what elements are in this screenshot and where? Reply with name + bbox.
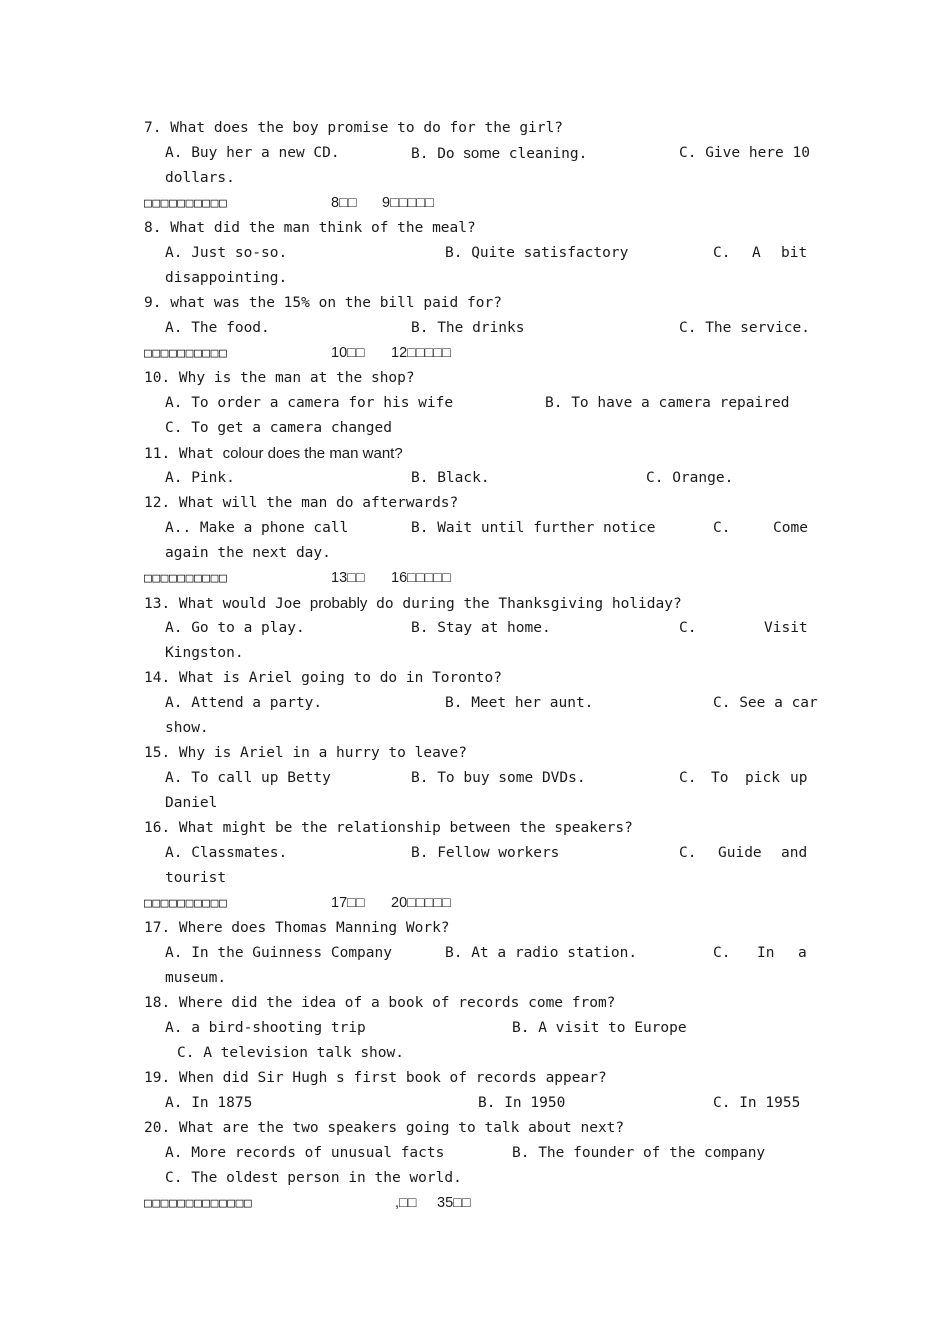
option-a: A. The food. (165, 320, 270, 336)
question-14-options-cont (0, 716, 950, 741)
option-c-label: C. (713, 245, 731, 261)
option-c: C. See a car (713, 695, 818, 711)
question-stem: 15. Why is Ariel in a hurry to leave? (144, 745, 468, 761)
option-b: B. Quite satisfactory (445, 245, 629, 261)
section-heading-num1: 8□□ (331, 195, 357, 211)
option-b: B. Meet her aunt. (445, 695, 594, 711)
section-heading (0, 341, 950, 366)
option-b: B. A visit to Europe (512, 1020, 687, 1036)
question-19-options (0, 1091, 950, 1116)
question-18-options-cont (0, 1041, 950, 1066)
option-c-label: C. (713, 945, 731, 961)
option-c-word: bit (781, 245, 808, 261)
question-16 (0, 816, 950, 841)
option-c-word: Come (773, 520, 808, 536)
option-c-word: Guide (718, 845, 762, 861)
question-15 (0, 741, 950, 766)
option-b: B. In 1950 (478, 1095, 566, 1111)
question-17 (0, 916, 950, 941)
question-stem: 18. Where did the idea of a book of records come from? (144, 995, 616, 1011)
option-b: B. The drinks (411, 320, 525, 336)
option-c-word: Visit (764, 620, 808, 636)
option-c: C. In 1955 (713, 1095, 801, 1111)
question-stem: 19. When did Sir Hugh s first book of records appear? (144, 1070, 607, 1086)
section-heading-num2: 12□□□□□ (391, 345, 451, 361)
question-19 (0, 1066, 950, 1091)
section-heading-text: □□□□□□□□□□ (144, 346, 228, 361)
part-heading (0, 1191, 950, 1216)
option-a: A. More records of unusual facts (165, 1145, 445, 1161)
option-c: C. The oldest person in the world. (165, 1170, 462, 1186)
option-c: C. Give here 10 (679, 145, 810, 161)
question-20-options-cont (0, 1166, 950, 1191)
question-11 (0, 441, 950, 466)
question-17-options-cont (0, 966, 950, 991)
option-b: B. At a radio station. (445, 945, 638, 961)
section-heading (0, 566, 950, 591)
part-heading-mid: ,□□ (395, 1195, 417, 1211)
option-c-continued: show. (165, 720, 209, 736)
option-c-label: C. (679, 620, 697, 636)
option-a: A. To order a camera for his wife (165, 395, 454, 411)
option-c: C. To get a camera changed (165, 420, 392, 436)
question-9 (0, 291, 950, 316)
question-17-options (0, 941, 950, 966)
section-heading-text: □□□□□□□□□□ (144, 196, 228, 211)
option-a: A. Just so-so. (165, 245, 288, 261)
option-a: A. Attend a party. (165, 695, 323, 711)
part-heading-num: 35□□ (437, 1195, 471, 1211)
section-heading-num2: 9□□□□□ (382, 195, 434, 211)
option-b: B. Do some cleaning. (411, 145, 588, 162)
option-c-continued: again the next day. (165, 545, 331, 561)
option-c-label: C. (679, 845, 697, 861)
option-a: A. a bird-shooting trip (165, 1020, 366, 1036)
question-9-options (0, 316, 950, 341)
question-stem: 20. What are the two speakers going to talk about next? (144, 1120, 625, 1136)
option-c-label: C. (713, 520, 731, 536)
section-heading-text: □□□□□□□□□□ (144, 571, 228, 586)
section-heading-num2: 20□□□□□ (391, 895, 451, 911)
question-8-options-cont (0, 266, 950, 291)
question-10 (0, 366, 950, 391)
option-c-continued: Daniel (165, 795, 218, 811)
question-stem: 11. What colour does the man want? (144, 445, 403, 462)
question-7 (0, 116, 950, 141)
option-b: B. Fellow workers (411, 845, 560, 861)
question-13-options (0, 616, 950, 641)
option-c-continued: tourist (165, 870, 227, 886)
question-12 (0, 491, 950, 516)
question-16-options (0, 841, 950, 866)
option-c-word: a (798, 945, 807, 961)
option-a: A. Classmates. (165, 845, 288, 861)
option-a: A. Go to a play. (165, 620, 305, 636)
option-c-label: C. (679, 770, 697, 786)
question-14 (0, 666, 950, 691)
option-c-continued: museum. (165, 970, 227, 986)
question-15-options (0, 766, 950, 791)
option-a: A. Buy her a new CD. (165, 145, 340, 161)
option-b: B. Black. (411, 470, 490, 486)
section-heading (0, 191, 950, 216)
question-stem: 13. What would Joe probably do during the Thanksgiving holiday? (144, 595, 682, 612)
option-b: B. The founder of the company (512, 1145, 766, 1161)
section-heading-num1: 17□□ (331, 895, 365, 911)
question-16-options-cont (0, 866, 950, 891)
option-c-word: A (752, 245, 761, 261)
option-c-word: To (711, 770, 729, 786)
question-stem: 8. What did the man think of the meal? (144, 220, 476, 236)
section-heading-num1: 13□□ (331, 570, 365, 586)
question-stem: 10. Why is the man at the shop? (144, 370, 415, 386)
question-8 (0, 216, 950, 241)
section-heading-num2: 16□□□□□ (391, 570, 451, 586)
option-c: C. Orange. (646, 470, 734, 486)
section-heading (0, 891, 950, 916)
option-c-continued: disappointing. (165, 270, 288, 286)
option-a: A. To call up Betty (165, 770, 331, 786)
question-13-options-cont (0, 641, 950, 666)
option-a: A. In the Guinness Company (165, 945, 392, 961)
question-20 (0, 1116, 950, 1141)
option-c-word: In (757, 945, 775, 961)
option-c-word: and (781, 845, 808, 861)
option-a: A. Pink. (165, 470, 235, 486)
question-stem: 12. What will the man do afterwards? (144, 495, 459, 511)
question-8-options (0, 241, 950, 266)
question-18-options (0, 1016, 950, 1041)
question-10-options (0, 391, 950, 416)
question-stem: 14. What is Ariel going to do in Toronto? (144, 670, 502, 686)
question-18 (0, 991, 950, 1016)
option-b: B. Wait until further notice (411, 520, 656, 536)
question-10-options-cont (0, 416, 950, 441)
question-15-options-cont (0, 791, 950, 816)
option-c-word: pick (745, 770, 780, 786)
question-11-options (0, 466, 950, 491)
option-a: A.. Make a phone call (165, 520, 349, 536)
option-c: C. A television talk show. (177, 1045, 404, 1061)
question-stem: 7. What does the boy promise to do for the girl? (144, 120, 564, 136)
option-c-continued: Kingston. (165, 645, 244, 661)
option-b: B. To buy some DVDs. (411, 770, 586, 786)
question-20-options (0, 1141, 950, 1166)
question-12-options-cont (0, 541, 950, 566)
question-7-options-cont (0, 166, 950, 191)
question-14-options (0, 691, 950, 716)
question-stem: 17. Where does Thomas Manning Work? (144, 920, 450, 936)
option-b: B. To have a camera repaired (545, 395, 790, 411)
question-stem: 9. what was the 15% on the bill paid for? (144, 295, 502, 311)
option-c: C. The service. (679, 320, 810, 336)
section-heading-num1: 10□□ (331, 345, 365, 361)
question-12-options (0, 516, 950, 541)
question-stem: 16. What might be the relationship between the speakers? (144, 820, 633, 836)
part-heading-text: □□□□□□□□□□□□□ (144, 1196, 253, 1211)
option-c-word: up (790, 770, 808, 786)
option-a: A. In 1875 (165, 1095, 253, 1111)
option-c-continued: dollars. (165, 170, 235, 186)
section-heading-text: □□□□□□□□□□ (144, 896, 228, 911)
question-13 (0, 591, 950, 616)
question-7-options (0, 141, 950, 166)
option-b: B. Stay at home. (411, 620, 551, 636)
